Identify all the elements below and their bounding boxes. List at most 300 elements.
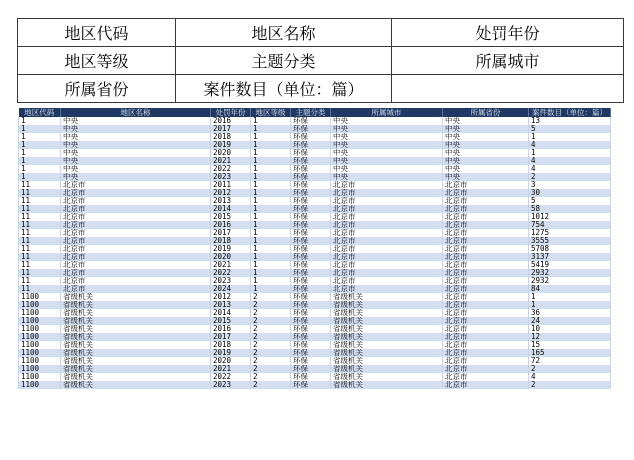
table-cell: 11 bbox=[19, 261, 61, 269]
table-cell: 北京市 bbox=[331, 285, 443, 293]
table-cell: 2013 bbox=[211, 301, 251, 309]
table-cell: 省级机关 bbox=[331, 301, 443, 309]
table-cell: 环保 bbox=[291, 357, 331, 365]
table-row bbox=[19, 333, 611, 341]
table-cell: 5 bbox=[529, 197, 611, 205]
table-cell: 中央 bbox=[331, 149, 443, 157]
table-cell: 环保 bbox=[291, 221, 331, 229]
table-cell: 11 bbox=[19, 237, 61, 245]
table-cell: 2019 bbox=[211, 349, 251, 357]
table-cell: 2020 bbox=[211, 357, 251, 365]
column-header: 所属城市 bbox=[331, 108, 443, 117]
table-cell: 1 bbox=[251, 205, 291, 213]
table-header-row bbox=[19, 108, 611, 117]
table-cell: 环保 bbox=[291, 293, 331, 301]
table-cell: 1 bbox=[251, 197, 291, 205]
table-cell: 11 bbox=[19, 253, 61, 261]
table-cell: 2018 bbox=[211, 341, 251, 349]
table-cell: 省级机关 bbox=[331, 365, 443, 373]
table-cell: 2 bbox=[251, 333, 291, 341]
table-row bbox=[19, 237, 611, 245]
table-row bbox=[19, 293, 611, 301]
table-cell: 72 bbox=[529, 357, 611, 365]
table-cell: 2016 bbox=[211, 221, 251, 229]
table-cell: 11 bbox=[19, 269, 61, 277]
table-cell: 2932 bbox=[529, 277, 611, 285]
table-cell: 省级机关 bbox=[331, 333, 443, 341]
table-cell: 2023 bbox=[211, 173, 251, 181]
table-cell: 省级机关 bbox=[61, 365, 211, 373]
table-cell: 2 bbox=[251, 317, 291, 325]
table-cell: 中央 bbox=[443, 141, 529, 149]
table-cell: 5708 bbox=[529, 245, 611, 253]
legend-cell: 处罚年份 bbox=[392, 19, 624, 47]
table-row bbox=[19, 341, 611, 349]
table-cell: 2017 bbox=[211, 333, 251, 341]
table-cell: 环保 bbox=[291, 325, 331, 333]
table-cell: 2932 bbox=[529, 269, 611, 277]
table-cell: 4 bbox=[529, 373, 611, 381]
table-cell: 2013 bbox=[211, 197, 251, 205]
table-cell: 北京市 bbox=[61, 213, 211, 221]
table-cell: 北京市 bbox=[443, 277, 529, 285]
table-cell: 2024 bbox=[211, 285, 251, 293]
table-cell: 2018 bbox=[211, 237, 251, 245]
table-cell: 2022 bbox=[211, 165, 251, 173]
column-header: 所属省份 bbox=[443, 108, 529, 117]
table-cell: 北京市 bbox=[61, 253, 211, 261]
table-cell: 2023 bbox=[211, 277, 251, 285]
table-cell: 北京市 bbox=[443, 189, 529, 197]
legend-row bbox=[18, 47, 624, 75]
table-cell: 中央 bbox=[331, 157, 443, 165]
table-cell: 12 bbox=[529, 333, 611, 341]
table-cell: 北京市 bbox=[443, 333, 529, 341]
table-cell: 北京市 bbox=[443, 293, 529, 301]
table-cell: 2015 bbox=[211, 213, 251, 221]
table-cell: 1100 bbox=[19, 373, 61, 381]
table-cell: 2020 bbox=[211, 253, 251, 261]
table-cell: 中央 bbox=[443, 173, 529, 181]
table-cell: 2016 bbox=[211, 325, 251, 333]
table-row bbox=[19, 125, 611, 133]
table-cell: 1100 bbox=[19, 349, 61, 357]
table-row bbox=[19, 317, 611, 325]
table-cell: 1100 bbox=[19, 357, 61, 365]
table-cell: 环保 bbox=[291, 253, 331, 261]
table-cell: 省级机关 bbox=[61, 333, 211, 341]
table-cell: 11 bbox=[19, 197, 61, 205]
table-cell: 北京市 bbox=[443, 253, 529, 261]
table-cell: 3555 bbox=[529, 237, 611, 245]
column-header: 处罚年份 bbox=[211, 108, 251, 117]
table-cell: 环保 bbox=[291, 197, 331, 205]
table-cell: 2 bbox=[251, 309, 291, 317]
table-cell: 11 bbox=[19, 245, 61, 253]
table-cell: 中央 bbox=[443, 165, 529, 173]
table-cell: 北京市 bbox=[61, 189, 211, 197]
table-cell: 北京市 bbox=[61, 181, 211, 189]
table-cell: 北京市 bbox=[61, 237, 211, 245]
table-cell: 36 bbox=[529, 309, 611, 317]
table-cell: 省级机关 bbox=[61, 341, 211, 349]
legend-cell: 案件数目（单位：篇） bbox=[176, 75, 392, 103]
table-cell: 13 bbox=[529, 117, 611, 125]
table-cell: 环保 bbox=[291, 141, 331, 149]
table-cell: 11 bbox=[19, 229, 61, 237]
table-cell: 1100 bbox=[19, 341, 61, 349]
table-cell: 北京市 bbox=[331, 181, 443, 189]
table-cell: 1 bbox=[529, 301, 611, 309]
table-cell: 1 bbox=[251, 117, 291, 125]
table-cell: 2012 bbox=[211, 293, 251, 301]
table-cell: 1 bbox=[251, 157, 291, 165]
column-header: 地区等级 bbox=[251, 108, 291, 117]
table-cell: 环保 bbox=[291, 173, 331, 181]
table-cell: 1 bbox=[251, 237, 291, 245]
table-cell: 环保 bbox=[291, 365, 331, 373]
table-cell: 省级机关 bbox=[331, 381, 443, 389]
table-cell: 北京市 bbox=[331, 205, 443, 213]
table-cell: 北京市 bbox=[443, 229, 529, 237]
column-header: 地区名称 bbox=[61, 108, 211, 117]
table-row bbox=[19, 245, 611, 253]
table-cell: 中央 bbox=[443, 133, 529, 141]
table-cell: 北京市 bbox=[331, 277, 443, 285]
table-row bbox=[19, 349, 611, 357]
table-cell: 北京市 bbox=[443, 357, 529, 365]
legend-cell: 主题分类 bbox=[176, 47, 392, 75]
table-cell: 环保 bbox=[291, 381, 331, 389]
table-cell: 环保 bbox=[291, 237, 331, 245]
table-cell: 1 bbox=[251, 165, 291, 173]
table-cell: 环保 bbox=[291, 213, 331, 221]
table-cell: 2 bbox=[529, 381, 611, 389]
table-row bbox=[19, 181, 611, 189]
table-cell: 2014 bbox=[211, 205, 251, 213]
table-cell: 环保 bbox=[291, 181, 331, 189]
table-cell: 北京市 bbox=[61, 261, 211, 269]
table-cell: 环保 bbox=[291, 245, 331, 253]
table-row bbox=[19, 229, 611, 237]
table-cell: 省级机关 bbox=[331, 373, 443, 381]
table-cell: 1 bbox=[251, 229, 291, 237]
table-cell: 1 bbox=[251, 141, 291, 149]
table-cell: 1 bbox=[19, 117, 61, 125]
table-cell: 2020 bbox=[211, 149, 251, 157]
table-cell: 环保 bbox=[291, 125, 331, 133]
legend-cell: 地区代码 bbox=[18, 19, 176, 47]
table-cell: 中央 bbox=[443, 117, 529, 125]
table-row bbox=[19, 149, 611, 157]
table-cell: 北京市 bbox=[61, 277, 211, 285]
table-cell: 北京市 bbox=[443, 301, 529, 309]
table-cell: 北京市 bbox=[443, 317, 529, 325]
table-cell: 2022 bbox=[211, 373, 251, 381]
table-cell: 11 bbox=[19, 213, 61, 221]
table-cell: 北京市 bbox=[443, 221, 529, 229]
table-cell: 北京市 bbox=[443, 205, 529, 213]
table-cell: 北京市 bbox=[443, 381, 529, 389]
table-cell: 11 bbox=[19, 181, 61, 189]
table-cell: 环保 bbox=[291, 333, 331, 341]
table-cell: 省级机关 bbox=[331, 317, 443, 325]
table-cell: 2011 bbox=[211, 181, 251, 189]
table-cell: 1 bbox=[251, 277, 291, 285]
table-cell: 1 bbox=[251, 221, 291, 229]
table-cell: 1100 bbox=[19, 333, 61, 341]
table-cell: 省级机关 bbox=[331, 293, 443, 301]
table-cell: 省级机关 bbox=[61, 309, 211, 317]
table-cell: 环保 bbox=[291, 309, 331, 317]
legend-row bbox=[18, 75, 624, 103]
table-cell: 2 bbox=[251, 381, 291, 389]
table-cell: 2 bbox=[251, 325, 291, 333]
table-cell: 环保 bbox=[291, 349, 331, 357]
table-cell: 1100 bbox=[19, 365, 61, 373]
table-cell: 北京市 bbox=[443, 365, 529, 373]
table-cell: 11 bbox=[19, 277, 61, 285]
table-row bbox=[19, 189, 611, 197]
table-cell: 北京市 bbox=[61, 221, 211, 229]
table-cell: 北京市 bbox=[331, 269, 443, 277]
table-cell: 1 bbox=[19, 149, 61, 157]
table-cell: 北京市 bbox=[443, 285, 529, 293]
table-row bbox=[19, 309, 611, 317]
table-cell: 1 bbox=[251, 173, 291, 181]
table-cell: 省级机关 bbox=[61, 349, 211, 357]
table-cell: 环保 bbox=[291, 165, 331, 173]
table-cell: 北京市 bbox=[331, 213, 443, 221]
table-cell: 中央 bbox=[61, 149, 211, 157]
table-cell: 北京市 bbox=[331, 229, 443, 237]
legend-cell bbox=[392, 75, 624, 103]
table-cell: 1100 bbox=[19, 381, 61, 389]
table-cell: 北京市 bbox=[331, 261, 443, 269]
table-cell: 84 bbox=[529, 285, 611, 293]
table-cell: 5419 bbox=[529, 261, 611, 269]
table-cell: 4 bbox=[529, 165, 611, 173]
table-cell: 北京市 bbox=[331, 221, 443, 229]
table-cell: 中央 bbox=[331, 165, 443, 173]
table-cell: 北京市 bbox=[443, 325, 529, 333]
table-cell: 北京市 bbox=[443, 349, 529, 357]
table-cell: 1 bbox=[529, 149, 611, 157]
table-row bbox=[19, 133, 611, 141]
table-cell: 30 bbox=[529, 189, 611, 197]
table-cell: 省级机关 bbox=[61, 317, 211, 325]
table-cell: 环保 bbox=[291, 117, 331, 125]
field-legend-table bbox=[17, 18, 624, 103]
table-cell: 北京市 bbox=[331, 197, 443, 205]
table-cell: 24 bbox=[529, 317, 611, 325]
table-row bbox=[19, 117, 611, 125]
table-cell: 754 bbox=[529, 221, 611, 229]
table-row bbox=[19, 269, 611, 277]
table-cell: 1 bbox=[251, 213, 291, 221]
table-cell: 11 bbox=[19, 189, 61, 197]
table-cell: 中央 bbox=[61, 157, 211, 165]
table-cell: 3 bbox=[529, 181, 611, 189]
table-cell: 环保 bbox=[291, 269, 331, 277]
table-cell: 1 bbox=[529, 133, 611, 141]
table-cell: 北京市 bbox=[443, 309, 529, 317]
table-cell: 中央 bbox=[61, 141, 211, 149]
table-cell: 北京市 bbox=[443, 213, 529, 221]
table-cell: 1 bbox=[251, 133, 291, 141]
table-cell: 北京市 bbox=[331, 237, 443, 245]
table-cell: 2019 bbox=[211, 245, 251, 253]
table-cell: 2012 bbox=[211, 189, 251, 197]
table-cell: 环保 bbox=[291, 301, 331, 309]
table-cell: 2022 bbox=[211, 269, 251, 277]
table-cell: 环保 bbox=[291, 229, 331, 237]
column-header: 案件数目（单位：篇） bbox=[529, 108, 611, 117]
table-row bbox=[19, 261, 611, 269]
table-cell: 2017 bbox=[211, 229, 251, 237]
table-cell: 省级机关 bbox=[331, 349, 443, 357]
table-row bbox=[19, 357, 611, 365]
table-row bbox=[19, 373, 611, 381]
table-cell: 2 bbox=[251, 365, 291, 373]
table-cell: 省级机关 bbox=[61, 325, 211, 333]
table-cell: 北京市 bbox=[443, 341, 529, 349]
table-cell: 4 bbox=[529, 157, 611, 165]
table-cell: 北京市 bbox=[443, 245, 529, 253]
table-cell: 环保 bbox=[291, 149, 331, 157]
table-cell: 中央 bbox=[61, 165, 211, 173]
table-row bbox=[19, 141, 611, 149]
table-cell: 2 bbox=[251, 293, 291, 301]
table-cell: 中央 bbox=[331, 141, 443, 149]
table-cell: 省级机关 bbox=[331, 309, 443, 317]
table-cell: 北京市 bbox=[61, 197, 211, 205]
table-row bbox=[19, 165, 611, 173]
table-cell: 2021 bbox=[211, 157, 251, 165]
table-cell: 58 bbox=[529, 205, 611, 213]
table-cell: 中央 bbox=[331, 117, 443, 125]
table-cell: 中央 bbox=[443, 149, 529, 157]
table-cell: 2023 bbox=[211, 381, 251, 389]
table-cell: 2 bbox=[251, 341, 291, 349]
table-cell: 1 bbox=[529, 293, 611, 301]
table-cell: 北京市 bbox=[331, 253, 443, 261]
table-cell: 2 bbox=[251, 373, 291, 381]
table-cell: 北京市 bbox=[443, 197, 529, 205]
table-cell: 北京市 bbox=[61, 205, 211, 213]
table-cell: 1100 bbox=[19, 293, 61, 301]
table-cell: 2016 bbox=[211, 117, 251, 125]
table-cell: 2 bbox=[251, 357, 291, 365]
table-cell: 2 bbox=[251, 301, 291, 309]
table-cell: 1100 bbox=[19, 325, 61, 333]
table-cell: 1 bbox=[251, 149, 291, 157]
table-row bbox=[19, 285, 611, 293]
table-cell: 中央 bbox=[61, 133, 211, 141]
table-cell: 省级机关 bbox=[61, 381, 211, 389]
table-cell: 北京市 bbox=[61, 269, 211, 277]
table-cell: 1100 bbox=[19, 301, 61, 309]
table-cell: 环保 bbox=[291, 317, 331, 325]
table-cell: 中央 bbox=[331, 125, 443, 133]
table-cell: 环保 bbox=[291, 373, 331, 381]
table-cell: 1 bbox=[251, 125, 291, 133]
table-cell: 1 bbox=[251, 189, 291, 197]
table-cell: 3137 bbox=[529, 253, 611, 261]
table-row bbox=[19, 365, 611, 373]
table-cell: 北京市 bbox=[331, 245, 443, 253]
table-cell: 北京市 bbox=[443, 181, 529, 189]
table-cell: 北京市 bbox=[443, 269, 529, 277]
table-cell: 2019 bbox=[211, 141, 251, 149]
column-header: 地区代码 bbox=[19, 108, 61, 117]
table-cell: 2 bbox=[529, 365, 611, 373]
table-cell: 1 bbox=[251, 269, 291, 277]
column-header: 主题分类 bbox=[291, 108, 331, 117]
table-cell: 北京市 bbox=[443, 261, 529, 269]
table-row bbox=[19, 197, 611, 205]
table-cell: 1 bbox=[251, 261, 291, 269]
table-cell: 中央 bbox=[61, 125, 211, 133]
table-row bbox=[19, 157, 611, 165]
table-cell: 1 bbox=[19, 173, 61, 181]
table-cell: 中央 bbox=[61, 173, 211, 181]
table-cell: 中央 bbox=[443, 157, 529, 165]
table-cell: 环保 bbox=[291, 261, 331, 269]
table-cell: 省级机关 bbox=[61, 373, 211, 381]
table-cell: 中央 bbox=[61, 117, 211, 125]
table-cell: 省级机关 bbox=[61, 301, 211, 309]
table-cell: 北京市 bbox=[443, 373, 529, 381]
table-row bbox=[19, 205, 611, 213]
table-row bbox=[19, 173, 611, 181]
table-cell: 2017 bbox=[211, 125, 251, 133]
table-cell: 2015 bbox=[211, 317, 251, 325]
table-cell: 环保 bbox=[291, 205, 331, 213]
table-cell: 11 bbox=[19, 205, 61, 213]
table-cell: 1 bbox=[19, 133, 61, 141]
table-cell: 2 bbox=[529, 173, 611, 181]
table-cell: 1 bbox=[19, 141, 61, 149]
table-cell: 北京市 bbox=[61, 285, 211, 293]
table-cell: 1 bbox=[19, 125, 61, 133]
table-cell: 4 bbox=[529, 141, 611, 149]
table-cell: 5 bbox=[529, 125, 611, 133]
table-cell: 2021 bbox=[211, 261, 251, 269]
table-cell: 环保 bbox=[291, 133, 331, 141]
table-cell: 1 bbox=[251, 181, 291, 189]
legend-cell: 地区等级 bbox=[18, 47, 176, 75]
table-cell: 11 bbox=[19, 221, 61, 229]
table-cell: 11 bbox=[19, 285, 61, 293]
table-cell: 北京市 bbox=[331, 189, 443, 197]
legend-cell: 地区名称 bbox=[176, 19, 392, 47]
legend-row bbox=[18, 19, 624, 47]
table-cell: 1 bbox=[251, 285, 291, 293]
legend-cell: 所属城市 bbox=[392, 47, 624, 75]
table-cell: 1 bbox=[19, 165, 61, 173]
table-cell: 10 bbox=[529, 325, 611, 333]
table-cell: 2018 bbox=[211, 133, 251, 141]
table-cell: 北京市 bbox=[61, 229, 211, 237]
table-cell: 省级机关 bbox=[331, 341, 443, 349]
table-cell: 北京市 bbox=[443, 237, 529, 245]
table-cell: 省级机关 bbox=[61, 357, 211, 365]
table-cell: 15 bbox=[529, 341, 611, 349]
table-cell: 1 bbox=[19, 157, 61, 165]
table-row bbox=[19, 213, 611, 221]
table-cell: 1100 bbox=[19, 317, 61, 325]
